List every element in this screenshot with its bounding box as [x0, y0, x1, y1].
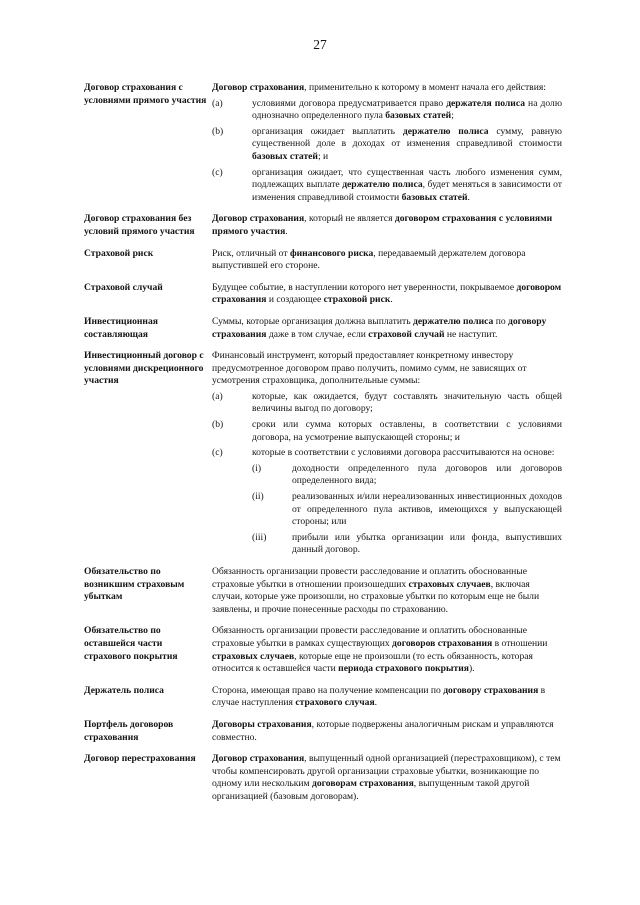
- definition-text: [212, 685, 562, 710]
- text-run: ; и: [317, 150, 329, 162]
- item-text: [252, 167, 562, 205]
- text-run: , которые еще не произошли (то есть обязанность, которая относится к оставшейся части: [212, 650, 533, 675]
- definition-text: [212, 350, 562, 388]
- glossary-entry: [84, 566, 562, 616]
- bold-term: договором страхования с условиями прямого участия: [212, 213, 553, 237]
- definition-text: [212, 566, 562, 616]
- glossary-entry: [84, 753, 562, 803]
- definition-text: [212, 625, 562, 675]
- text-run: реализованных и/или нереализованных инвестиционных доходов от определенного пула активов, имеющихся у выпускающей стороны; или: [292, 491, 562, 528]
- item-marker: (iii): [252, 531, 267, 543]
- list-item: [212, 126, 562, 164]
- item-text: [252, 126, 562, 164]
- term-label: Страховой случай: [84, 281, 163, 293]
- term-label: Обязательство по оставшейся части страхового покрытия: [84, 625, 178, 662]
- item-marker: (i): [252, 462, 262, 474]
- item-text: [292, 463, 562, 488]
- subitem: [252, 532, 562, 557]
- glossary-entry: [84, 82, 562, 204]
- bold-term: базовых статей: [401, 191, 468, 203]
- text-run: Обязанность организации провести расследование и оплатить обоснованные страховые убытки в отношении произошедших: [212, 566, 527, 590]
- text-run: Обязанность организации провести расследование и оплатить обоснованные страховые убытки в рамках существующих: [212, 625, 527, 649]
- item-marker: (a): [212, 390, 223, 402]
- text-run: и создающее: [266, 294, 324, 306]
- item-text: [252, 98, 562, 123]
- item-marker: (c): [212, 447, 223, 459]
- text-run: ;: [451, 110, 454, 122]
- definition: [212, 282, 562, 307]
- text-run: .: [467, 191, 470, 203]
- item-text: [252, 447, 562, 460]
- glossary-entry: [84, 625, 562, 675]
- glossary-entry: [84, 282, 562, 307]
- glossary-entry: [84, 350, 562, 557]
- text-run: Будущее событие, в наступлении которого нет уверенности, покрываемое: [212, 281, 517, 293]
- term-label: Портфель договоров страхования: [84, 718, 174, 743]
- text-run: сроки или сумма которых оставлены, в соответствии с условиями договора, на усмотрение выпускающей стороны; и: [252, 419, 562, 443]
- glossary-entry: [84, 685, 562, 710]
- text-run: , будет меняться в зависимости от изменения справедливой стоимости: [252, 179, 562, 203]
- text-run: , выпущенный одной организацией (перестраховщиком), с тем чтобы компенсировать другой организации страховые убытки, возникающие по одному или нескольким: [212, 753, 561, 790]
- glossary-entry: [84, 213, 562, 238]
- definition: [212, 213, 562, 238]
- glossary-entry: [84, 316, 562, 341]
- list-item: [212, 167, 562, 205]
- term-label: Договор перестрахования: [84, 753, 196, 765]
- bold-term: страховых случаев: [408, 578, 491, 590]
- definition: [212, 625, 562, 675]
- bold-term: Договор страхования: [212, 213, 305, 225]
- definition-text: [212, 753, 562, 803]
- text-run: которые, как ожидается, будут составлять значительную часть общей величины выгод по договору;: [252, 390, 562, 415]
- list-item: [212, 98, 562, 123]
- item-marker: (ii): [252, 491, 264, 503]
- bold-term: финансового риска: [289, 247, 374, 259]
- definition-text: [212, 248, 562, 273]
- bold-term: договоров страхования: [392, 637, 493, 649]
- item-marker: (b): [212, 419, 224, 431]
- text-run: сумму, равную существенной доле в доходах от изменения справедливой стоимости: [252, 125, 562, 150]
- definition: [212, 719, 562, 744]
- text-run: Финансовый инструмент, который предоставляет конкретному инвестору предусмотренное договором право получить, помимо сумм, не зависящих от усмотрения страховщика, дополнительные суммы:: [212, 350, 527, 387]
- bold-term: держателю полиса: [342, 179, 423, 191]
- item-text: [292, 491, 562, 529]
- definition: [212, 82, 562, 204]
- definition-text: [212, 316, 562, 341]
- item-marker: (a): [212, 97, 223, 109]
- bold-term: страховых случаев: [212, 650, 295, 662]
- bold-term: держателя полиса: [446, 97, 526, 109]
- bold-term: держателю полиса: [412, 315, 494, 327]
- term-label: Инвестиционный договор с условиями дискреционного участия: [84, 350, 204, 387]
- item-text: [292, 532, 562, 557]
- text-run: которые в соответствии с условиями договора рассчитываются на основе:: [252, 447, 555, 459]
- definition: [212, 316, 562, 341]
- definition: [212, 248, 562, 273]
- bold-term: страховой случай: [368, 328, 445, 340]
- bold-term: страхового случая: [295, 697, 375, 709]
- text-run: , который не является: [304, 213, 395, 225]
- glossary-entry: [84, 248, 562, 273]
- term-label: Договор страхования с условиями прямого участия: [84, 82, 207, 106]
- text-run: .: [374, 697, 378, 709]
- text-run: ).: [468, 663, 475, 675]
- term-label: Обязательство по возникшим страховым убыткам: [84, 566, 185, 603]
- definition-text: [212, 719, 562, 744]
- text-run: Суммы, которые организация должна выплатить: [212, 315, 413, 327]
- definition: [212, 566, 562, 616]
- text-run: .: [390, 294, 393, 306]
- text-run: не наступит.: [444, 328, 498, 340]
- text-run: Риск, отличный от: [212, 247, 290, 259]
- bold-term: Договоры страхования: [212, 718, 312, 730]
- text-run: .: [285, 225, 288, 237]
- term-label: Страховой риск: [84, 247, 154, 259]
- definition-text: [212, 213, 562, 238]
- list-item: [212, 391, 562, 416]
- glossary-entry: [84, 719, 562, 744]
- item-text: [252, 419, 562, 444]
- text-run: в случае наступления: [212, 684, 546, 709]
- bold-term: базовых статей: [385, 110, 452, 122]
- text-run: прибыли или убытка организации или фонда, выпустивших данный договор.: [292, 531, 562, 556]
- text-run: , применительно к которому в момент начала его действия:: [304, 82, 546, 93]
- subitem-list: [252, 463, 562, 557]
- definition: [212, 685, 562, 710]
- bold-term: базовых статей: [252, 150, 318, 162]
- bold-term: периода страхового покрытия: [338, 663, 469, 675]
- bold-term: договору страхования: [212, 315, 547, 340]
- text-run: организация ожидает, что существенная часть любого изменения сумм, подлежащих выплате: [252, 166, 562, 191]
- text-run: , передаваемый держателем договора выпустившей его стороне.: [212, 247, 526, 272]
- text-run: Сторона, имеющая право на получение компенсации по: [212, 684, 444, 696]
- list-item: [212, 447, 562, 460]
- text-run: , которые подвержены аналогичным рискам и управляются совместно.: [212, 718, 554, 743]
- term-label: Инвестиционная составляющая: [84, 315, 158, 340]
- definition-text: [212, 282, 562, 307]
- text-run: даже в том случае, если: [266, 328, 369, 340]
- page-number: 27: [313, 37, 327, 52]
- text-run: , выпущенным такой другой организацией (базовым договорам).: [212, 778, 530, 802]
- term-label: Договор страхования без условий прямого участия: [84, 213, 195, 237]
- definition: [212, 753, 562, 803]
- text-run: в отношении: [492, 637, 548, 649]
- text-run: , включая случаи, которые уже произошли, но страховые убытки по которым еще не были заявлены, и прочие понесенные расходы по страхованию.: [212, 578, 540, 615]
- subitem: [252, 463, 562, 488]
- bold-term: держателю полиса: [402, 125, 489, 137]
- item-marker: (b): [212, 125, 224, 137]
- text-run: доходности определенного пула договоров или договоров определенного вида;: [292, 462, 562, 487]
- subitem: [252, 491, 562, 529]
- definition: [212, 350, 562, 557]
- item-marker: (c): [212, 166, 223, 178]
- glossary-table: [84, 82, 562, 813]
- text-run: условиями договора предусматривается право: [252, 97, 447, 109]
- list-item: [212, 419, 562, 444]
- item-text: [252, 391, 562, 416]
- bold-term: договором страхования: [212, 281, 562, 306]
- bold-term: Договор страхования: [212, 82, 305, 93]
- term-label: Держатель полиса: [84, 684, 164, 696]
- text-run: организация ожидает выплатить: [252, 125, 403, 137]
- bold-term: договорам страхования: [312, 778, 414, 790]
- text-run: на долю однозначно определенного пула: [252, 97, 562, 122]
- definition-text: [212, 82, 562, 95]
- bold-term: Договор страхования: [212, 753, 305, 765]
- bold-term: страховой риск: [323, 294, 391, 306]
- text-run: по: [493, 315, 509, 327]
- bold-term: договору страхования: [443, 684, 539, 696]
